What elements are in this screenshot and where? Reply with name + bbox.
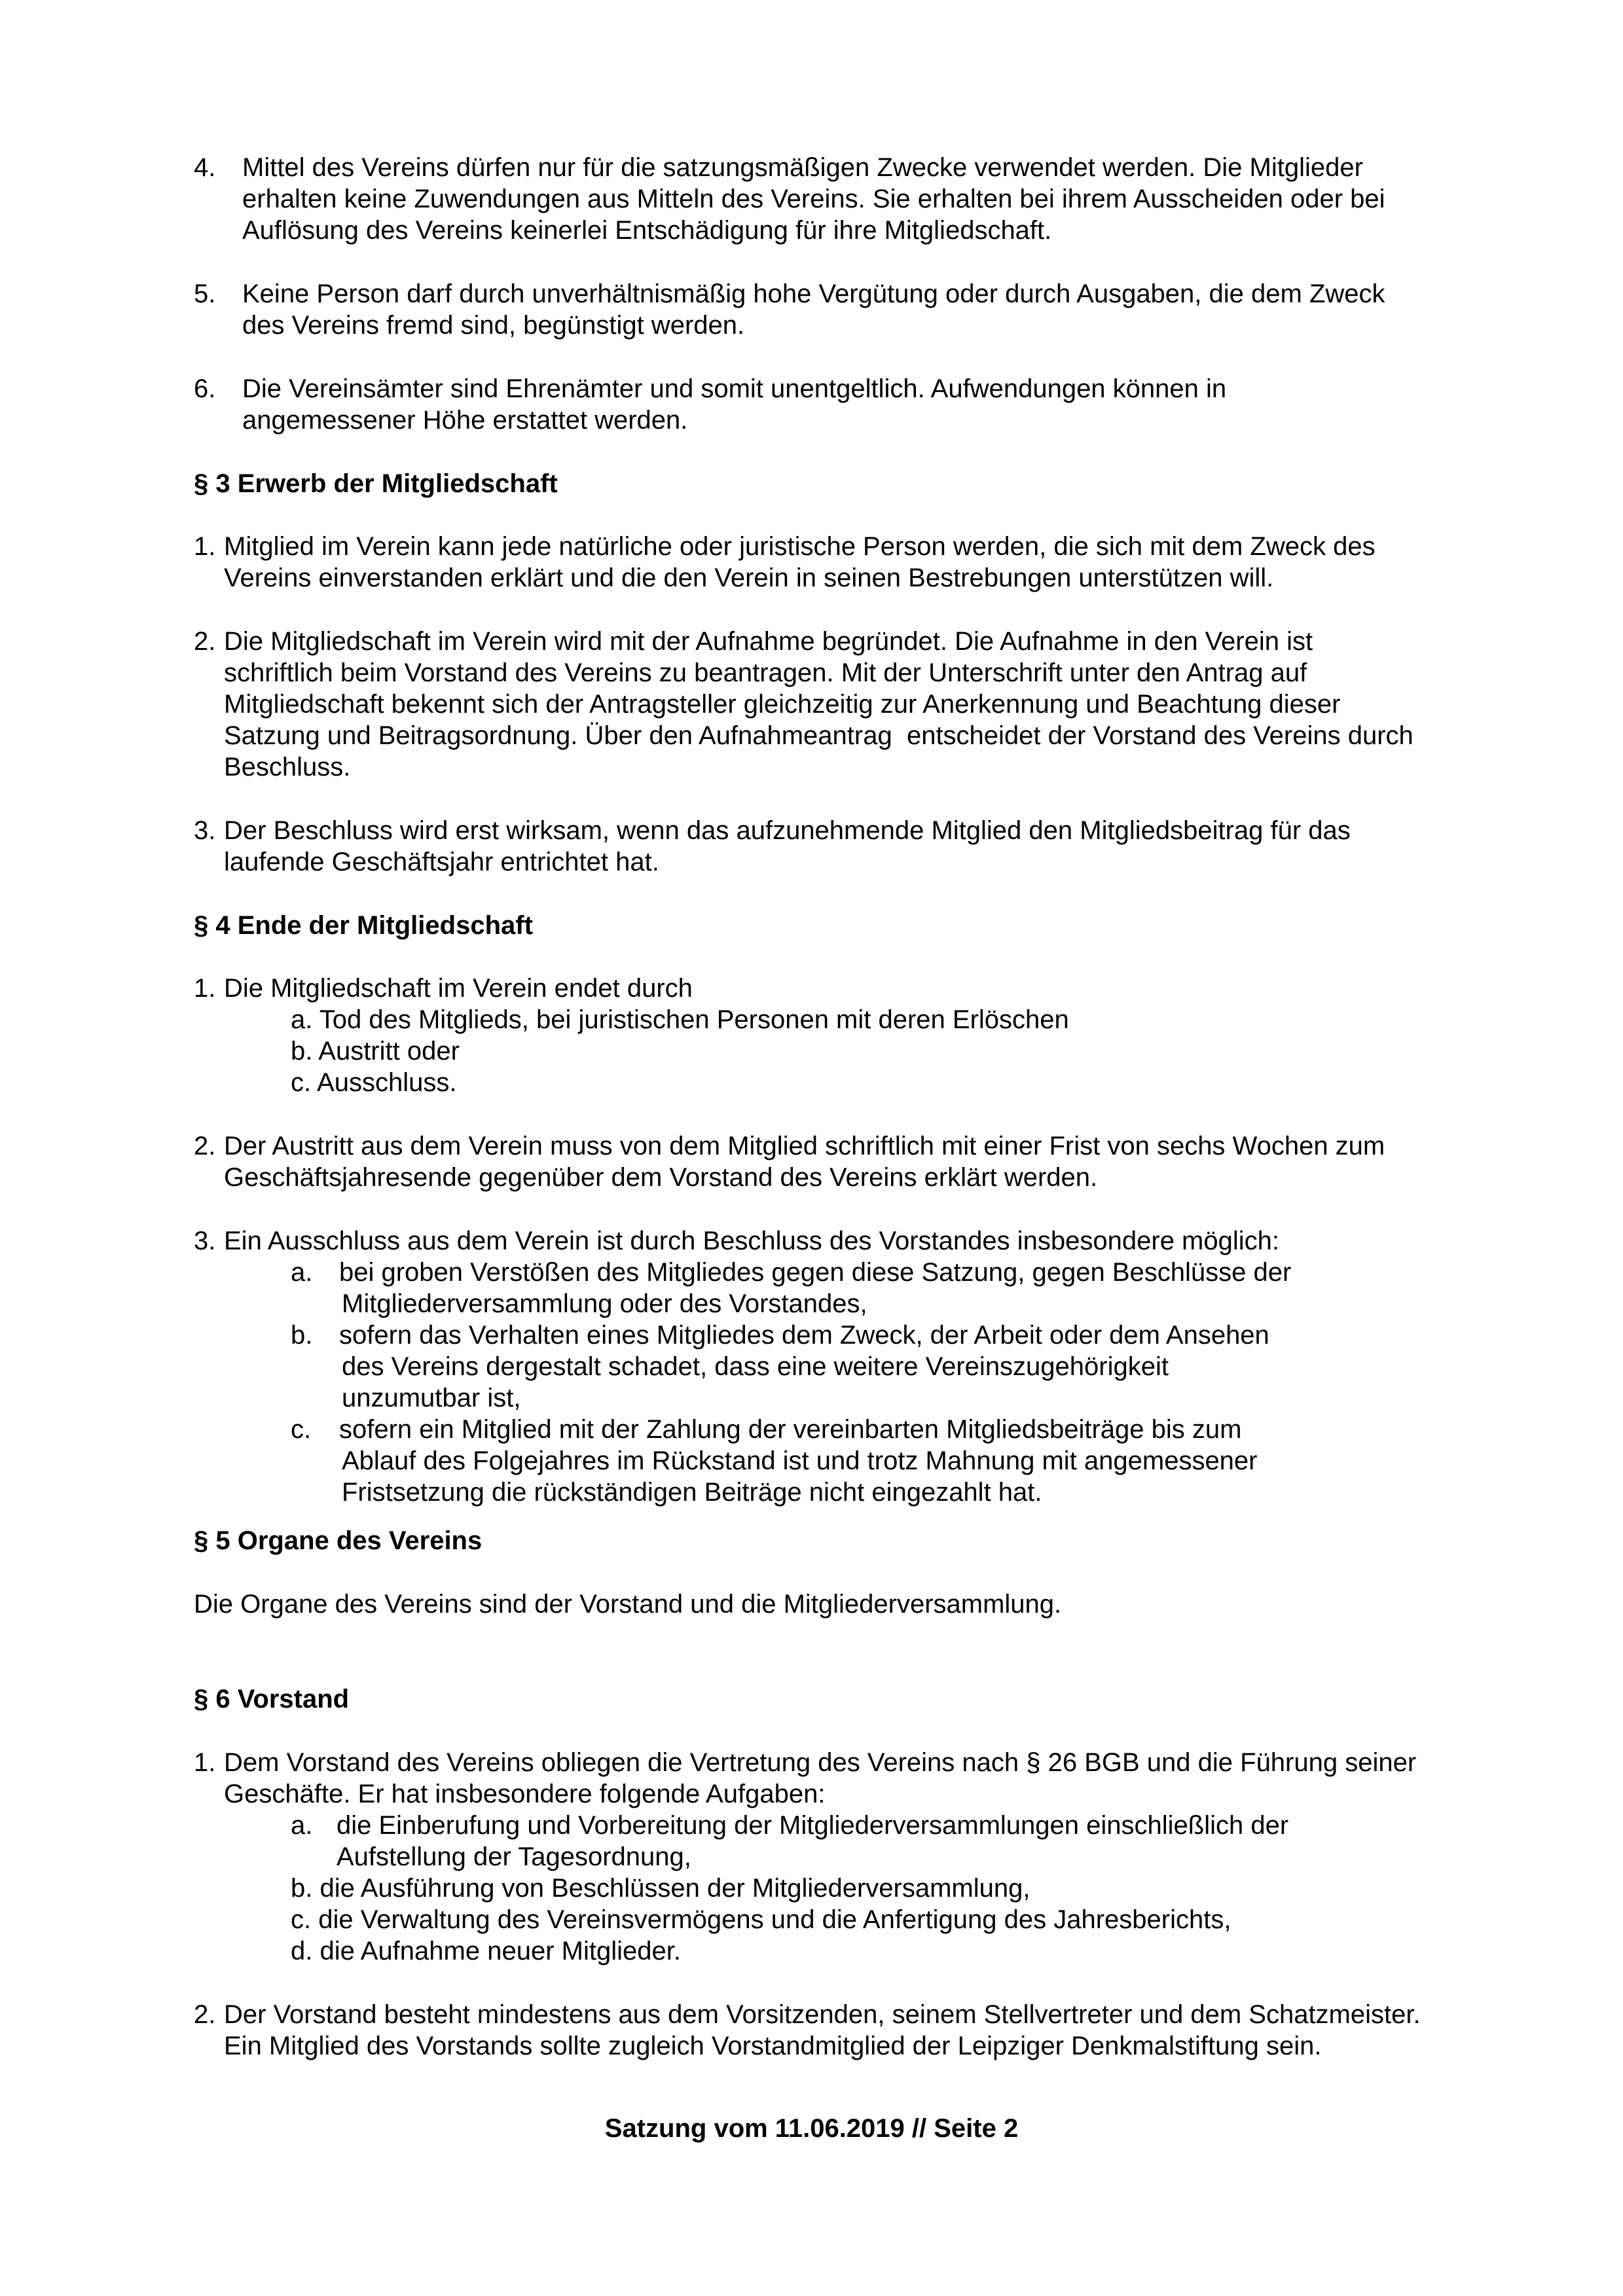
list-number: 1. (194, 1748, 216, 1777)
section-heading: § 3 Erwerb der Mitgliedschaft (194, 469, 558, 498)
list-number: 1. (194, 974, 216, 1003)
sub-item-line: bei groben Verstößen des Mitgliedes gegen diese Satzung, gegen Beschlüsse der (339, 1258, 1292, 1287)
sub-item: b. Austritt oder (291, 1037, 460, 1066)
paragraph-line: Beschluss. (224, 753, 351, 781)
paragraph-line: Der Beschluss wird erst wirksam, wenn das aufzunehmende Mitglied den Mitgliedsbeitrag für das (224, 816, 1351, 845)
sub-item-label: c. (291, 1415, 312, 1444)
paragraph-line: Ein Mitglied des Vorstands sollte zugleich Vorstandmitglied der Leipziger Denkmalstiftung sein. (224, 2032, 1322, 2060)
paragraph-line: Der Austritt aus dem Verein muss von dem Mitglied schriftlich mit einer Frist von sechs Wochen zum (224, 1132, 1385, 1160)
paragraph-line: des Vereins fremd sind, begünstigt werden. (242, 311, 745, 340)
list-number: 3. (194, 1227, 216, 1255)
paragraph-line: Ein Ausschluss aus dem Verein ist durch Beschluss des Vorstandes insbesondere möglich: (224, 1227, 1279, 1255)
sub-item-line: des Vereins dergestalt schadet, dass eine weitere Vereinszugehörigkeit (342, 1352, 1169, 1381)
paragraph-line: Geschäftsjahresende gegenüber dem Vorstand des Vereins erklärt werden. (224, 1163, 1098, 1192)
paragraph-line: Der Vorstand besteht mindestens aus dem Vorsitzenden, seinem Stellvertreter und dem Schatzmeister. (224, 2000, 1421, 2029)
section-heading: § 4 Ende der Mitgliedschaft (194, 911, 533, 940)
paragraph-line: Satzung und Beitragsordnung. Über den Aufnahmeantrag entscheidet der Vorstand des Vereins durch (224, 721, 1413, 750)
sub-item-line: unzumutbar ist, (342, 1384, 521, 1412)
paragraph-line: Die Mitgliedschaft im Verein wird mit der Aufnahme begründet. Die Aufnahme in den Verein ist (224, 627, 1313, 656)
paragraph-line: Die Vereinsämter sind Ehrenämter und somit unentgeltlich. Aufwendungen können in (242, 374, 1227, 403)
paragraph-line: erhalten keine Zuwendungen aus Mitteln des Vereins. Sie erhalten bei ihrem Ausscheiden oder bei (242, 185, 1385, 213)
sub-item-label: b. (291, 1321, 313, 1350)
list-number: 6. (194, 374, 216, 403)
sub-item: a. Tod des Mitglieds, bei juristischen Personen mit deren Erlöschen (291, 1005, 1069, 1034)
sub-item: d. die Aufnahme neuer Mitglieder. (291, 1937, 681, 1965)
paragraph-line: schriftlich beim Vorstand des Vereins zu beantragen. Mit der Unterschrift unter den Antrag auf (224, 658, 1307, 687)
sub-item-line: sofern das Verhalten eines Mitgliedes dem Zweck, der Arbeit oder dem Ansehen (339, 1321, 1269, 1350)
list-number: 3. (194, 816, 216, 845)
paragraph-line: angemessener Höhe erstattet werden. (242, 406, 688, 435)
paragraph-line: Dem Vorstand des Vereins obliegen die Vertretung des Vereins nach § 26 BGB und die Führung seiner (224, 1748, 1417, 1777)
sub-item: b. die Ausführung von Beschlüssen der Mitgliederversammlung, (291, 1874, 1030, 1903)
sub-item-line: sofern ein Mitglied mit der Zahlung der vereinbarten Mitgliedsbeiträge bis zum (339, 1415, 1242, 1444)
sub-item: c. Ausschluss. (291, 1068, 457, 1097)
paragraph-line: Keine Person darf durch unverhältnismäßig hohe Vergütung oder durch Ausgaben, die dem Zweck (242, 279, 1385, 308)
paragraph-line: Geschäfte. Er hat insbesondere folgende Aufgaben: (224, 1780, 826, 1808)
list-number: 2. (194, 1132, 216, 1160)
list-number: 5. (194, 279, 216, 308)
sub-item-label: a. (291, 1258, 313, 1287)
section-heading: § 5 Organe des Vereins (194, 1526, 483, 1555)
section-heading: § 6 Vorstand (194, 1685, 350, 1713)
list-number: 2. (194, 627, 216, 656)
sub-item-line: Aufstellung der Tagesordnung, (337, 1842, 691, 1871)
list-number: 2. (194, 2000, 216, 2029)
paragraph-line: Die Mitgliedschaft im Verein endet durch (224, 974, 693, 1003)
sub-item-line: die Einberufung und Vorbereitung der Mitgliederversammlungen einschließlich der (337, 1811, 1289, 1840)
sub-item-line: Ablauf des Folgejahres im Rückstand ist und trotz Mahnung mit angemessener (342, 1446, 1258, 1475)
sub-item-label: a. (291, 1811, 313, 1840)
paragraph-line: Auflösung des Vereins keinerlei Entschädigung für ihre Mitgliedschaft. (242, 216, 1052, 245)
paragraph-line: Vereins einverstanden erklärt und die den Verein in seinen Bestrebungen unterstützen will. (224, 564, 1274, 592)
page-footer: Satzung vom 11.06.2019 // Seite 2 (604, 2114, 1019, 2143)
paragraph-line: Mitgliedschaft bekennt sich der Antragsteller gleichzeitig zur Anerkennung und Beachtung dieser (224, 690, 1341, 719)
paragraph-line: Mittel des Vereins dürfen nur für die satzungsmäßigen Zwecke verwendet werden. Die Mitglieder (242, 153, 1363, 182)
paragraph-line: Mitglied im Verein kann jede natürliche oder juristische Person werden, die sich mit dem Zweck des (224, 532, 1376, 561)
paragraph-line: Die Organe des Vereins sind der Vorstand und die Mitgliederversammlung. (194, 1590, 1062, 1619)
sub-item-line: Mitgliederversammlung oder des Vorstandes, (342, 1289, 867, 1318)
list-number: 4. (194, 153, 216, 182)
paragraph-line: laufende Geschäftsjahr entrichtet hat. (224, 848, 659, 876)
sub-item-line: Fristsetzung die rückständigen Beiträge nicht eingezahlt hat. (342, 1478, 1042, 1507)
sub-item: c. die Verwaltung des Vereinsvermögens und die Anfertigung des Jahresberichts, (291, 1905, 1231, 1934)
list-number: 1. (194, 532, 216, 561)
